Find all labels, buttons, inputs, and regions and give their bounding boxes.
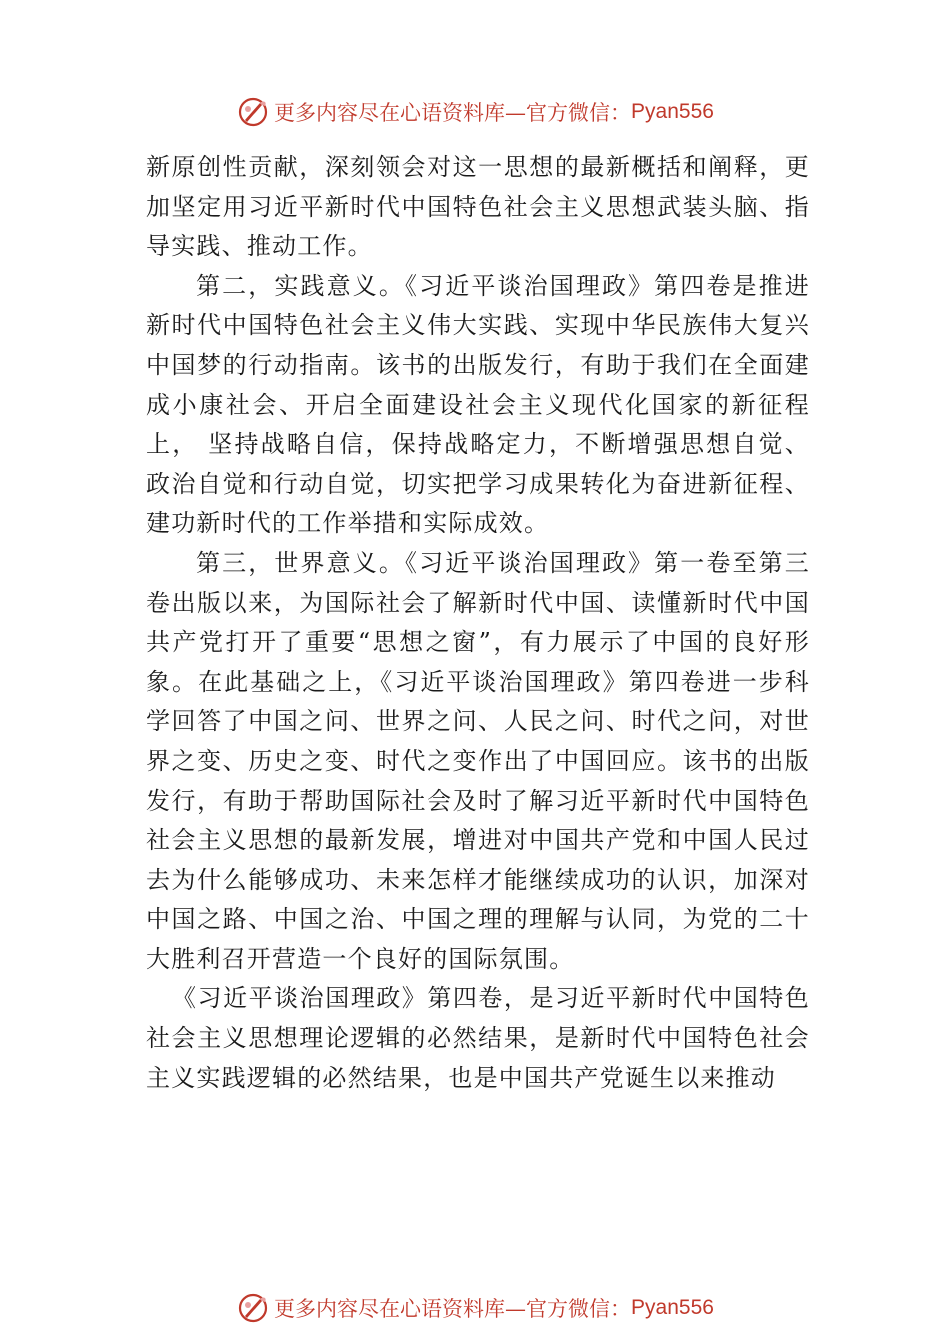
paragraph-3: 第三，世界意义。《习近平谈治国理政》第一卷至第三卷出版以来，为国际社会了解新时代中国、读懂新时代中国共产党打开了重要“思想之窗”，有力展示了中国的良好形象。在此基础之上，《习近平谈治国理政》第四卷进一步科学回答了中国之问、世界之问、人民之问、时代之问，对世界之变、历史之变、时代之变作出了中国回应。该书的出版发行，有助于帮助国际社会及时了解习近平新时代中国特色社会主义思想的最新发展，增进对中国共产党和中国人民过去为什么能够成功、未来怎样才能继续成功的认识，加深对中国之路、中国之治、中国之理的理解与认同，为党的二十大胜利召开营造一个良好的国际氛围。 — [146, 548, 810, 973]
quill-pen-circle-icon — [236, 1291, 270, 1325]
paragraph-4: 《习近平谈治国理政》第四卷，是习近平新时代中国特色社会主义思想理论逻辑的必然结果，是新时代中国特色社会主义实践逻辑的必然结果，也是中国共产党诞生以来推动 — [146, 984, 810, 1092]
header-banner-text: 更多内容尽在心语资料库—官方微信： — [274, 101, 632, 125]
header-banner — [0, 92, 950, 132]
footer-banner — [0, 1288, 950, 1328]
paragraph-1: 新原创性贡献，深刻领会对这一思想的最新概括和阐释，更加坚定用习近平新时代中国特色社会主义思想武装头脑、指导实践、推动工作。 — [146, 153, 810, 261]
quill-pen-circle-icon — [236, 95, 270, 129]
footer-banner-id: Pyan556 — [631, 1296, 714, 1319]
document-body — [146, 148, 810, 1098]
header-banner-id: Pyan556 — [631, 100, 714, 123]
paragraph-2: 第二，实践意义。《习近平谈治国理政》第四卷是推进新时代中国特色社会主义伟大实践、实现中华民族伟大复兴中国梦的行动指南。该书的出版发行，有助于我们在全面建成小康社会、开启全面建设社会主义现代化国家的新征程上， 坚持战略自信，保持战略定力，不断增强思想自觉、政治自觉和行动自觉，切实把学习成果转化为奋进新征程、建功新时代的工作举措和实际成效。 — [146, 271, 810, 538]
footer-banner-text: 更多内容尽在心语资料库—官方微信： — [274, 1297, 632, 1321]
